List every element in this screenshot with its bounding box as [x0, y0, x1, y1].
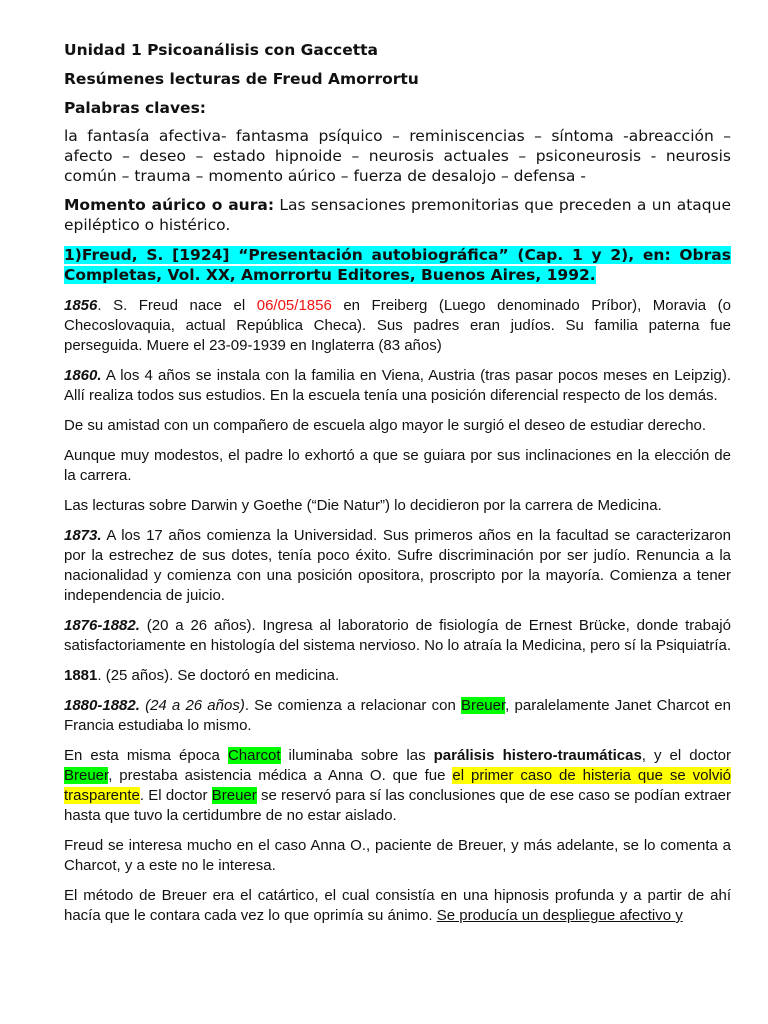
- paragraph-aunque: Aunque muy modestos, el padre lo exhortó a que se guiara por sus inclinaciones en la elección de la carrera.: [64, 447, 731, 484]
- highlight-charcot: Charcot: [227, 747, 281, 764]
- keywords-heading: Palabras claves:: [64, 99, 206, 117]
- text-span: en Freiberg (Luego denominado Príbor), Moravia (o Checoslovaquia, actual República Checa). Sus padres eran judíos. Su familia paterna fue perseguida. Muere el 23-09-1939 en Inglaterra (83 años): [64, 297, 731, 354]
- paragraph-1881: [64, 666, 731, 686]
- paragraph-1860: [64, 366, 731, 406]
- underlined-text: Se producía un despliegue afectivo y: [436, 907, 683, 924]
- text-span: , y el doctor: [641, 747, 731, 764]
- year-1881: 1881: [64, 667, 98, 684]
- paragraph-metodo: [64, 886, 731, 926]
- paragraph-1873: [64, 526, 731, 606]
- year-1880-1882: 1880-1882.: [64, 697, 140, 714]
- paragraph-amistad: De su amistad con un compañero de escuela algo mayor le surgió el deseo de estudiar derecho.: [64, 417, 707, 434]
- highlight-breuer: Breuer: [211, 787, 257, 804]
- aura-term: Momento aúrico o aura:: [64, 196, 275, 214]
- paragraph-lecturas: Las lecturas sobre Darwin y Goethe (“Die Natur”) lo decidieron por la carrera de Medicina.: [64, 497, 662, 514]
- paragraph-1876: [64, 616, 731, 656]
- birth-date: 06/05/1856: [256, 297, 332, 314]
- text-span: , prestaba asistencia médica a Anna O. que fue: [108, 767, 453, 784]
- paragraph-epoca: [64, 746, 731, 826]
- paragraph-interesa: Freud se interesa mucho en el caso Anna O., paciente de Breuer, y más adelante, se lo comenta a Charcot, y a este no le interesa.: [64, 837, 731, 874]
- doc-title-1: Unidad 1 Psicoanálisis con Gaccetta: [64, 41, 378, 59]
- text-span: , paralelamente Janet Charcot en Francia estudiaba lo mismo.: [64, 697, 731, 734]
- text-span: . Se comienza a relacionar con: [244, 697, 461, 714]
- text-span: (20 a 26 años). Ingresa al laboratorio de fisiología de Ernest Brücke, donde trabajó satisfactoriamente en histología del sistema nervioso. No lo atraía la Medicina, pero sí la Psiquiatría.: [64, 617, 732, 654]
- doc-title-2: Resúmenes lecturas de Freud Amorrortu: [64, 70, 419, 88]
- text-span: A los 4 años se instala con la familia en Viena, Austria (tras pasar pocos meses en Leipzig). Allí realiza todos sus estudios. En la escuela tenía una posición diferencial respecto de los demás.: [64, 367, 731, 404]
- year-1876-1882: 1876-1882.: [64, 617, 140, 634]
- paragraph-1880: [64, 696, 731, 736]
- text-span: . S. Freud nace el: [97, 297, 257, 314]
- text-span: A los 17 años comienza la Universidad. Sus primeros años en la facultad se caracterizaron por la estrechez de sus dotes, tenía poco éxito. Sufre discriminación por ser judío. Renuncia a la nacionalidad y comienza con una posición opositora, proscripto por la mayoría. Comienza a tener independencia de juicio.: [64, 527, 731, 604]
- text-span: En esta misma época: [64, 747, 228, 764]
- highlight-breuer: Breuer: [460, 697, 506, 714]
- text-span: se reservó para sí las conclusiones que de ese caso se podían extraer hasta que tuvo la certidumbre de no estar aislado.: [64, 787, 731, 824]
- text-span: iluminaba sobre las: [280, 747, 434, 764]
- document-page: [64, 40, 731, 926]
- text-span: . (25 años). Se doctoró en medicina.: [97, 667, 340, 684]
- bold-term: parálisis histero-traumáticas: [433, 747, 642, 764]
- year-1860: 1860.: [64, 367, 102, 384]
- aura-definition: [64, 195, 731, 235]
- year-1856: 1856: [64, 297, 98, 314]
- year-1873: 1873.: [64, 527, 102, 544]
- keywords-paragraph: la fantasía afectiva- fantasma psíquico – reminiscencias – síntoma -abreacción – afecto – deseo – estado hipnoide – neurosis actuales – psiconeurosis - neurosis común – trauma – momento aúrico – fuerza de desalojo – defensa -: [64, 127, 731, 185]
- text-span: El método de Breuer era el catártico, el cual consistía en una hipnosis profunda y a partir de ahí hacía que le contara cada vez lo que oprimía su ánimo.: [64, 887, 731, 924]
- aura-text: Las sensaciones premonitorias que preceden a un ataque epiléptico o histérico.: [64, 196, 731, 234]
- highlight-primer-caso: el primer caso de histeria que se volvió trasparente: [64, 767, 731, 804]
- paragraph-1856: [64, 296, 731, 356]
- reference-heading: [64, 245, 731, 285]
- age-range: (24 a 26 años): [139, 697, 245, 714]
- reference-highlight: 1)Freud, S. [1924] “Presentación autobiográfica” (Cap. 1 y 2), en: Obras Completas, Vol. XX, Amorrortu Editores, Buenos Aires, 1992.: [64, 246, 731, 284]
- text-span: . El doctor: [139, 787, 212, 804]
- highlight-breuer: Breuer: [64, 767, 109, 784]
